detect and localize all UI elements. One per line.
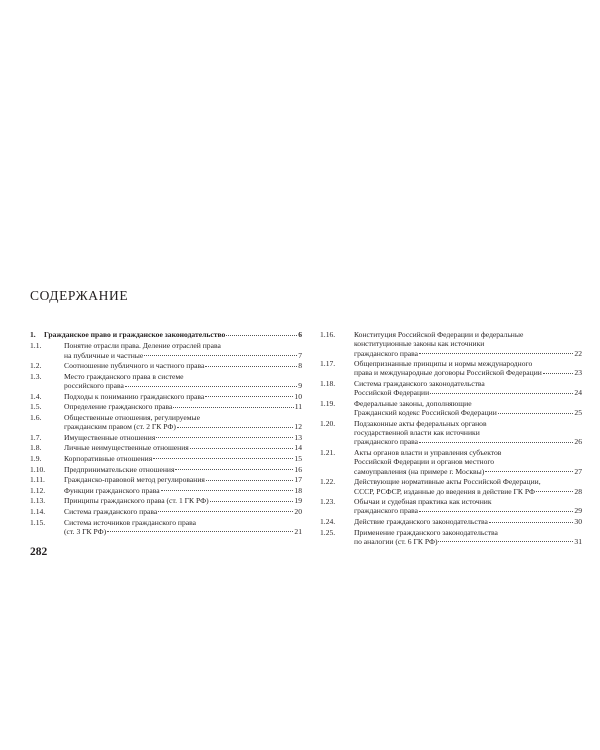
toc-entry-page: 21 [294, 526, 302, 536]
toc-entry-page: 25 [574, 408, 582, 418]
toc-entry-title-line: по аналогии (ст. 6 ГК РФ) [354, 536, 438, 546]
toc-entry-title-line: Российской Федерации и органов местного [354, 457, 495, 467]
toc-entry-number: 1.2. [30, 361, 42, 371]
toc-entry[interactable] [30, 454, 302, 463]
dot-leader [205, 396, 293, 397]
toc-entry[interactable] [320, 448, 582, 476]
dot-leader [173, 407, 293, 408]
toc-entry-number: 1.19. [320, 398, 336, 408]
dot-leader [125, 386, 297, 387]
toc-entry[interactable] [30, 392, 302, 401]
toc-entry-title-line: СССР, РСФСР, изданные до введения в действие ГК РФ [354, 486, 535, 496]
toc-entry-title-line: Функции гражданского права [64, 485, 160, 495]
toc-entry-number: 1.18. [320, 379, 336, 389]
toc-entry[interactable] [320, 399, 582, 418]
toc-entry[interactable] [320, 359, 582, 378]
toc-entry[interactable] [320, 379, 582, 398]
toc-entry[interactable] [320, 497, 582, 516]
toc-entry-title [354, 330, 582, 358]
toc-entry-page: 19 [294, 496, 302, 506]
toc-entry-number: 1.24. [320, 517, 336, 527]
toc-entry-title [354, 419, 582, 447]
toc-entry-title-line: Система гражданского права [64, 506, 158, 516]
dot-leader [144, 355, 297, 356]
toc-entry-title-line: гражданского права [354, 506, 419, 516]
toc-entry-title [354, 517, 582, 526]
toc-entry[interactable] [30, 341, 302, 360]
toc-entry-page: 18 [294, 485, 302, 495]
toc-entry-title [64, 518, 302, 537]
toc-entry-page: 14 [294, 443, 302, 453]
toc-entry-title-line: Действующие нормативные акты Российской Федерации, [354, 477, 541, 487]
toc-entry-title-line: Корпоративные отношения [64, 453, 153, 463]
dot-leader [419, 442, 573, 443]
toc-entry-title-line: Гражданский кодекс Российской Федерации [354, 408, 497, 418]
toc-entry-number: 1.17. [320, 359, 336, 369]
toc-entry-page: 9 [298, 381, 302, 391]
dot-leader [161, 490, 294, 491]
toc-entry-title-line: Конституция Российской Федерации и федеральные [354, 330, 524, 339]
dot-leader [226, 335, 297, 336]
toc-entry-title-line: Федеральные законы, дополняющие [354, 398, 472, 408]
page-title: СОДЕРЖАНИЕ [30, 288, 129, 303]
toc-entry[interactable] [30, 402, 302, 411]
dot-leader [175, 469, 293, 470]
toc-entry-title-line: Акты органов власти и управления субъектов [354, 448, 502, 458]
toc-right-column [320, 330, 582, 548]
toc-entry[interactable] [320, 419, 582, 447]
toc-entry-title-line: Общественные отношения, регулируемые [64, 412, 201, 422]
toc-entry-title [64, 465, 302, 474]
toc-entry-number: 1.13. [30, 496, 46, 506]
toc-entry[interactable] [30, 486, 302, 495]
toc-entry-number: 1.7. [30, 432, 42, 442]
toc-entry-number: 1.15. [30, 517, 46, 527]
toc-entry[interactable] [30, 330, 302, 339]
toc-entry[interactable] [30, 465, 302, 474]
toc-entry-title-line: гражданского права [354, 437, 419, 447]
toc-entry-page: 28 [574, 486, 582, 496]
toc-entry-number: 1.16. [320, 330, 336, 339]
toc-entry-title [354, 399, 582, 418]
dot-leader [419, 353, 573, 354]
toc-entry-title-line: Подзаконные акты федеральных органов [354, 418, 487, 428]
dot-leader [206, 480, 294, 481]
toc-entry-number: 1.6. [30, 412, 42, 422]
toc-entry-title [64, 496, 302, 505]
toc-entry-page: 20 [294, 506, 302, 516]
toc-entry-title-line: на публичные и частные [64, 350, 144, 360]
toc-entry-title-line: Обычаи и судебная практика как источник [354, 497, 492, 507]
toc-entry[interactable] [320, 517, 582, 526]
toc-entry-page: 22 [574, 348, 582, 358]
toc-entry-title-line: гражданского права [354, 348, 419, 358]
dot-leader [489, 522, 574, 523]
toc-entry-number: 1.3. [30, 371, 42, 381]
toc-entry-page: 29 [574, 506, 582, 516]
dot-leader [158, 511, 293, 512]
toc-entry-page: 16 [294, 464, 302, 474]
toc-entry-title-line: Место гражданского права в системе [64, 371, 184, 381]
dot-leader [156, 437, 293, 438]
toc-entry[interactable] [320, 528, 582, 547]
toc-entry-title [354, 497, 582, 516]
toc-entry-number: 1.25. [320, 527, 336, 537]
toc-entry[interactable] [30, 372, 302, 391]
toc-entry-number: 1.11. [30, 475, 45, 485]
dot-leader [107, 531, 293, 532]
toc-entry-number: 1.4. [30, 391, 42, 401]
toc-entry-number: 1.23. [320, 497, 336, 507]
toc-entry[interactable] [30, 518, 302, 537]
toc-entry-title-line: гражданским правом (ст. 2 ГК РФ) [64, 422, 176, 432]
toc-entry-title [64, 486, 302, 495]
toc-entry-title-line: права и международные договоры Российской Федерации [354, 368, 542, 378]
toc-entry-page: 15 [294, 453, 302, 463]
toc-entry-title [354, 379, 582, 398]
toc-entry[interactable] [30, 361, 302, 370]
toc-entry-title [64, 341, 302, 360]
toc-entry[interactable] [30, 413, 302, 432]
dot-leader [543, 373, 574, 374]
toc-entry-title [64, 433, 302, 442]
toc-entry[interactable] [30, 443, 302, 452]
toc-entry-page: 17 [294, 475, 302, 485]
toc-entry-title-line: Применение гражданского законодательства [354, 527, 498, 537]
toc-entry[interactable] [30, 475, 302, 484]
toc-entry-title [64, 413, 302, 432]
toc-entry-page: 31 [574, 536, 582, 546]
toc-entry-title-line: Система гражданского законодательства [354, 379, 485, 389]
toc-entry-title [354, 477, 582, 496]
page-number: 282 [30, 546, 48, 558]
toc-entry-number: 1. [30, 330, 36, 339]
toc-entry-page: 24 [574, 388, 582, 398]
toc-entry-title-line: Российской Федерации [354, 388, 430, 398]
toc-entry-title-line: государственной власти как источники [354, 428, 480, 438]
toc-entry[interactable] [320, 477, 582, 496]
toc-entry-title-line: Действие гражданского законодательства [354, 517, 488, 527]
toc-entry-number: 1.8. [30, 443, 42, 453]
toc-entry-page: 11 [294, 402, 302, 412]
toc-entry-title [44, 330, 302, 339]
toc-entry-number: 1.22. [320, 477, 336, 487]
dot-leader [430, 393, 573, 394]
toc-entry-number: 1.21. [320, 448, 336, 458]
toc-entry-title [354, 448, 582, 476]
toc-entry-title [64, 454, 302, 463]
toc-entry-page: 30 [574, 517, 582, 527]
toc-entry[interactable] [30, 496, 302, 505]
toc-entry-title-line: Предпринимательские отношения [64, 464, 175, 474]
dot-leader [153, 458, 293, 459]
toc-entry[interactable] [320, 330, 582, 358]
toc-entry-page: 10 [294, 391, 302, 401]
dot-leader [177, 427, 294, 428]
toc-entry-title [64, 443, 302, 452]
toc-entry-title-line: Система источников гражданского права [64, 517, 196, 527]
toc-entry[interactable] [30, 507, 302, 516]
toc-entry-title [64, 475, 302, 484]
toc-entry-number: 1.5. [30, 402, 42, 412]
dot-leader [536, 491, 573, 492]
toc-entry-title-line: конституционные законы как источники [354, 339, 485, 349]
toc-entry-page: 6 [298, 330, 302, 339]
toc-entry-title-line: самоуправления (на примере г. Москвы) [354, 466, 485, 476]
toc-entry-page: 26 [574, 437, 582, 447]
toc-entry-page: 27 [574, 466, 582, 476]
toc-entry-title [64, 507, 302, 516]
toc-entry[interactable] [30, 433, 302, 442]
toc-entry-number: 1.1. [30, 341, 42, 351]
toc-entry-title-line: российского права [64, 381, 124, 391]
dot-leader [190, 448, 294, 449]
dot-leader [485, 471, 573, 472]
toc-entry-title-line: Имущественные отношения [64, 432, 156, 442]
toc-entry-page: 12 [294, 422, 302, 432]
toc-entry-number: 1.20. [320, 418, 336, 428]
dot-leader [205, 366, 297, 367]
toc-entry-number: 1.14. [30, 506, 46, 516]
toc-left-column [30, 330, 302, 537]
toc-entry-page: 23 [574, 368, 582, 378]
toc-entry-title-line: Подходы к пониманию гражданского права [64, 391, 205, 401]
toc-entry-number: 1.10. [30, 464, 46, 474]
toc-entry-title-line: Гражданско-правовой метод регулирования [64, 475, 205, 485]
toc-entry-title [354, 528, 582, 547]
dot-leader [498, 413, 574, 414]
toc-entry-title-line: Личные неимущественные отношения [64, 443, 189, 453]
dot-leader [438, 541, 573, 542]
toc-entry-page: 7 [298, 350, 302, 360]
dot-leader [419, 511, 573, 512]
toc-entry-title [64, 361, 302, 370]
toc-entry-title-line: (ст. 3 ГК РФ) [64, 526, 107, 536]
toc-entry-title-line: Общепризнанные принципы и нормы международного [354, 359, 533, 369]
toc-entry-title [64, 392, 302, 401]
toc-entry-page: 8 [298, 361, 302, 371]
toc-entry-title [354, 359, 582, 378]
dot-leader [210, 501, 294, 502]
toc-entry-number: 1.12. [30, 485, 46, 495]
toc-entry-title-line: Соотношение публичного и частного права [64, 361, 205, 371]
toc-entry-title-line: Понятие отрасли права. Деление отраслей права [64, 341, 221, 351]
toc-entry-title [64, 372, 302, 391]
toc-entry-title-line: Принципы гражданского права (ст. 1 ГК РФ) [64, 496, 209, 506]
toc-entry-page: 13 [294, 432, 302, 442]
toc-entry-title-line: Определение гражданского права [64, 402, 173, 412]
toc-entry-number: 1.9. [30, 453, 42, 463]
toc-entry-title-line: Гражданское право и гражданское законодательство [44, 330, 226, 339]
toc-entry-title [64, 402, 302, 411]
